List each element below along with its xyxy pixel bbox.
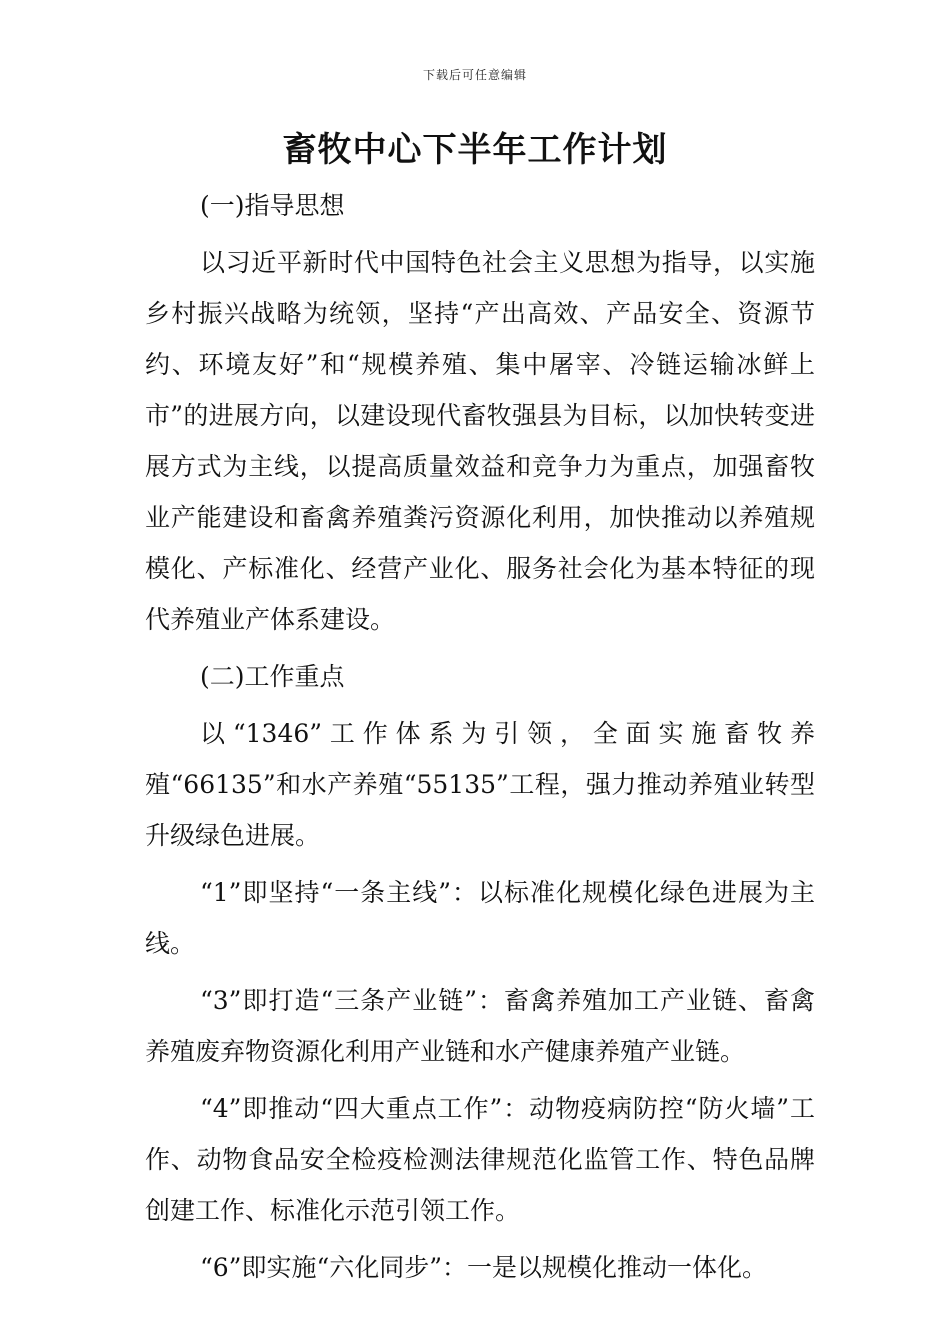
paragraph-three-industry-chains: “3”即打造“三条产业链”：畜禽养殖加工产业链、畜禽养殖废弃物资源化利用产业链和水产健康养殖产业链。 [145,986,815,1066]
paragraph-four-key-tasks: “4”即推动“四大重点工作”：动物疫病防控“防火墙”工作、动物食品安全检疫检测法律规范化监管工作、特色品牌创建工作、标准化示范引领工作。 [145,1094,815,1225]
document-title: 畜牧中心下半年工作计划 [282,130,668,170]
paragraph-six-synchronizations: “6”即实施“六化同步”：一是以规模化推动一体化。 [200,1253,768,1282]
document-body [145,180,815,1293]
section-heading-guiding-ideology: (一)指导思想 [200,191,345,220]
header-note: 下载后可任意编辑 [422,68,527,82]
paragraph-guiding-ideology: 以习近平新时代中国特色社会主义思想为指导，以实施乡村振兴战略为统领，坚持“产出高效、产品安全、资源节约、环境友好”和“规模养殖、集中屠宰、冷链运输冰鲜上市”的进展方向，以建设现代畜牧强县为目标，以加快转变进展方式为主线，以提高质量效益和竞争力为重点，加强畜牧业产能建设和畜禽养殖粪污资源化利用，加快推动以养殖规模化、产标准化、经营产业化、服务社会化为基本特征的现代养殖业产体系建设。 [145,248,815,634]
paragraph-one-main-line: “1”即坚持“一条主线”：以标准化规模化绿色进展为主线。 [145,878,815,958]
section-heading-work-focus: (二)工作重点 [200,662,345,691]
paragraph-work-system: 以“1346”工作体系为引领，全面实施畜牧养殖“66135”和水产养殖“55135”工程，强力推动养殖业转型升级绿色进展。 [145,719,815,850]
